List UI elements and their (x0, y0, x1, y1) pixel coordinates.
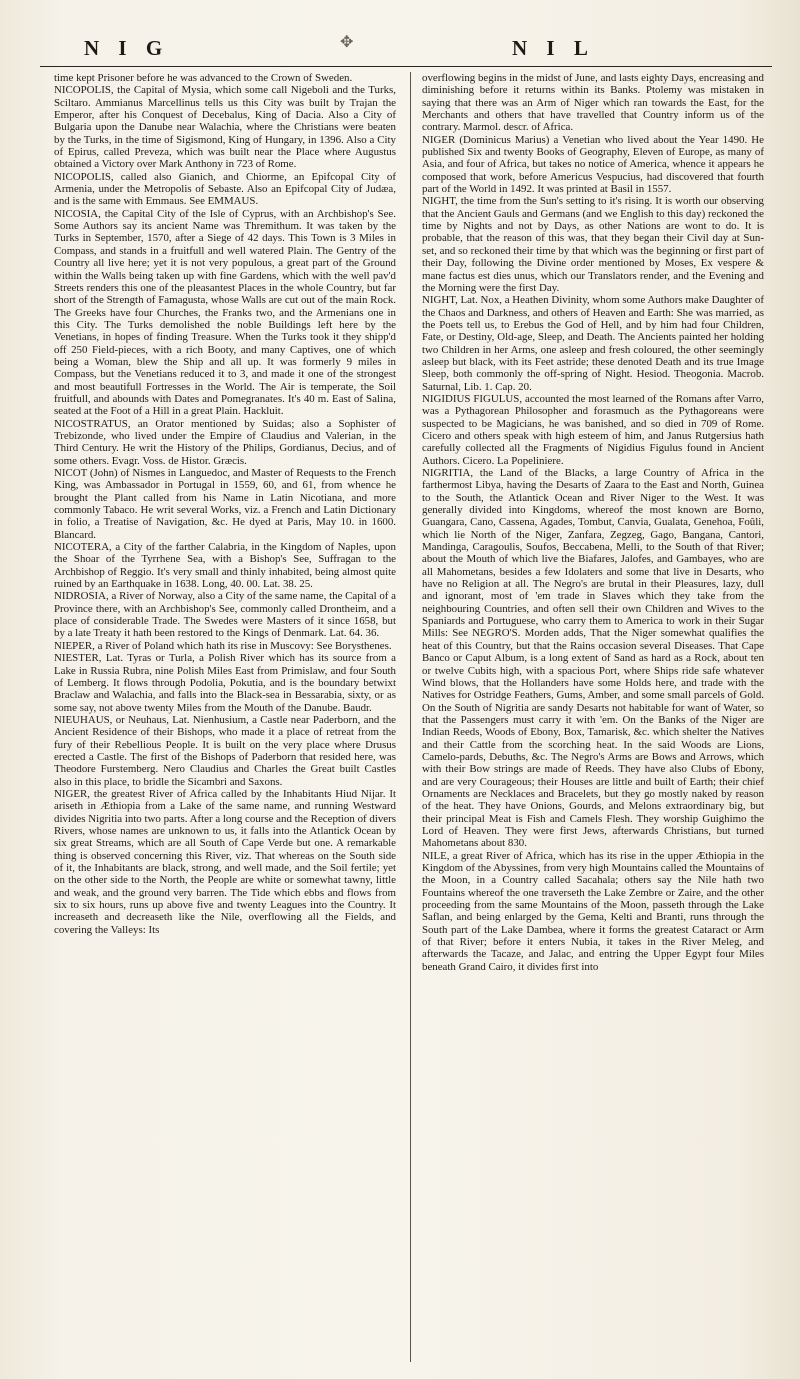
entry-nigidius: NIGIDIUS FIGULUS, accounted the most learned of the Romans after Varro, was a Pythagorean Philosopher and forasmuch as the Pythagoreans were suspected to be Magicians, he was banished, and so died in 709 of Rome. Cicero and others speak with high esteem of him, and Janus Rutgersius hath carefully collected all the Fragments of Nigidius Figulus found in Ancient Authors. Cicero. La Popeliniere. (422, 392, 764, 467)
entry-nicot: NICOT (John) of Nismes in Languedoc, and Master of Requests to the French King, was Ambassador in Portugal in 1559, 60, and 61, from whence he brought the Plant called from his Name in Latin Nicotiana, and more commonly Tabaco. He writ several Works, viz. a French and Latin Dictionary in folio, a Treatise of Navigation, &c. He dyed at Paris, May 10. in 1600. Blancard. (54, 467, 396, 541)
entry-night-divinity: NIGHT, Lat. Nox, a Heathen Divinity, whom some Authors make Daughter of the Chaos and Darkness, and others of Heaven and Earth: She was married, as the Poets tell us, to Erebus the God of Hell, and by him had four Children, Fate, or Destiny, Old-age, Sleep, and Death. The Ancients painted her holding two Children in her Arms, one asleep and fresh coloured, the other seemingly asleep but black, with its Feet astride; these denoted Death and its true Image Sleep, both commonly the off-spring of Night. Hesiod. Theogonia. Macrob. Saturnal, Lib. 1. Cap. 20. (422, 294, 764, 393)
left-column (54, 72, 396, 1372)
entry-nicotera: NICOTERA, a City of the farther Calabria, in the Kingdom of Naples, upon the Shoar of the Tyrrhene Sea, with a Bishop's See, Suffragan to the Archbishop of Reggio. It's very small and thinly inhabited, being almost quite ruined by an Earthquake in 1638. Long, 40. 00. Lat. 38. 25. (54, 541, 396, 591)
page-header (40, 32, 772, 67)
printer-ornament: ✥ (340, 32, 354, 51)
entry-niester: NIESTER, Lat. Tyras or Turla, a Polish River which has its source from a Lake in Russia Rubra, nine Polish Miles East from Primislaw, and four South of Lemberg. It flows through Podolia, Pokutia, and is the boundary betwixt Braclaw and Walachia, and falls into the Black-sea in Bessarabia, sixty, or as some say, not above twenty Miles from the Mouth of the Danube. Baudr. (54, 652, 396, 714)
entry-nieper: NIEPER, a River of Poland which hath its rise in Muscovy: See Borysthenes. (54, 639, 392, 652)
right-column (422, 72, 764, 1372)
entry-nicosia: NICOSIA, the Capital City of the Isle of Cyprus, with an Archbishop's See. Some Authors say its ancient Name was Thremithum. It was taken by the Turks in September, 1570, after a Siege of 42 days. This Town is 3 Miles in Compass, and stands in a fruitfull and well watered Plain. The Gentry of the Country all live here; yet it is not very populous, a great part of the Ground within the Walls being taken up with fine Gardens, which with the well pav'd Streets renders this one of the pleasantest Places in the whole Country, but far short of the Strength of Famagusta, whose Walls are cut out of the main Rock. The Greeks have four Churches, the Franks two, and the Armenians one in this City. The Turks demolished the noble Buildings left here by the Venetians, in hopes of finding Treasure. When the Turks took it they shipp'd off 250 Field-pieces, with a rich Booty, and many Captives, one of which being a Woman, blew the Ship and all up. It was formerly 9 miles in Compass, but the Venetians reduced it to 3, and made it one of the strongest and most beautifull Fortresses in the World. The Air is temperate, the Soil fruitfull, and abounds with Dates and Pomegranates. It's 40 m. East of Salina, seated at the Foot of a Hill in a great Plain. Hackluit. (54, 207, 396, 418)
entry-nile: NILE, a great River of Africa, which has its rise in the upper Æthiopia in the Kingdom of the Abyssines, from very high Mountains called the Mountains of the Moon, in a Country called Sacahala; others say the Nile hath two Fountains whereof the one traverseth the Lake Zembre or Zaire, and the other proceeding from the same Mountains of the Moon, passeth through the Lake Saflan, and being enlarged by the Gema, Kelti and Branti, runs through the South part of the Lake Dambea, where it forms the greatest Cataract or Arm of that River; before it enters Nubia, it takes in the River Meleg, and afterwards the Tacaze, and Jalac, and entring the Upper Egypt four Miles beneath Grand Cairo, it divides first into (422, 849, 764, 973)
entry-nicostratus: NICOSTRATUS, an Orator mentioned by Suidas; also a Sophister of Trebizonde, who lived under the Empire of Claudius and Valerian, in the Third Century. He writ the History of the Philips, Gordianus, Decius, and of some others. Evagr. Voss. de Histor. Græcis. (54, 417, 396, 467)
running-head-left: N I G (84, 36, 170, 60)
entry-niger-cont: overflowing begins in the midst of June, and lasts eighty Days, encreasing and diminishing before it returns within its Banks. Ptolemy was mistaken in saying that there was an Arm of Niger which ran towards the East, for the Merchants and others that have travelled that Country inform us of the contrary. Marmol. descr. of Africa. (422, 72, 764, 134)
entry-nicopolis-1: NICOPOLIS, the Capital of Mysia, which some call Nigeboli and the Turks, Sciltaro. Ammianus Marcellinus tells us this City was built by Trajan the Emperor, after his Conquest of Decebalus, King of Dacia. Also a City of Bulgaria upon the Danube near Walachia, where the Christians were beaten by the Turks, in the time of Sigismond, King of Hungary, in 1396. Also a City of Epirus, called Preveza, which was built near the Place where Augustus obtained a Victory over Mark Anthony in 723 of Rome. (54, 84, 396, 171)
entry-nidrosia: NIDROSIA, a River of Norway, also a City of the same name, the Capital of a Province there, with an Archbishop's See, commonly called Drontheim, and a place of considerable Trade. The Swedes were Masters of it since 1658, but by a late Treaty it hath been restored to the Kings of Denmark. Lat. 64. 36. (54, 590, 396, 640)
entry-niger: NIGER, the greatest River of Africa called by the Inhabitants Hiud Nijar. It ariseth in Æthiopia from a Lake of the same name, and running Westward divides Nigritia into two parts. After a long course and the Reception of divers Rivers, whose names are unknown to us, it falls into the Atlantick Ocean by six great Streams, which are all South of Cape Verde but one. A remarkable thing is observed concerning this River, viz. That whereas on the South side of it, the Inhabitants are black, strong, and well made, and the Soil fertile; yet on the other side to the North, the People are white or somewhat tawny, little and weak, and the ground very barren. The Tide which ebbs and flows from six to six hours, runs up above five and twenty Leagues into the Country. It increaseth and decreaseth like the Nile, overflowing all the Fields, and covering the Valleys: Its (54, 787, 396, 936)
entry-nigritia: NIGRITIA, the Land of the Blacks, a large Country of Africa in the farthermost Libya, having the Desarts of Zaara to the East and North, Guinea to the South, the Atlantick Ocean and River Niger to the West. It was generally divided into Kingdoms, whereof the most known are Borno, Guangara, Cano, Cassena, Agades, Tombut, Canvia, Gualata, Genehoa, Foûli, which lie North of the Niger, Zanfara, Zegzeg, Gago, Bangana, Cantori, Mandinga, Caragoulis, Soufos, Beccabena, Melli, to the South of that River; about the Mouth of which live the Biafares, Jalofes, and Gambayes, who are all Mahometans, besides a few Idolaters and some that live in Desarts, who have no Religion at all. The Negro's are brutal in their Pleasures, lazy, dull and ignorant, most of 'em trade in Slaves which they take from the neighbouring Countries, and often sell their own Children and Wives to the Spaniards and Portuguese, who carry them to America to work in their Sugar Mills: See NEGRO'S. Morden adds, That the Niger somewhat qualifies the heat of this Country, but that the Rains occasion several Diseases. That Cape Banco or Caput Album, is a long extent of Sand as hard as a Rock, about ten or twelve Cubits high, with a spacious Port, where Ships ride safe whatever Wind blows, that the Hollanders have some Holds here, and trade with the Natives for Ostridge Feathers, Gums, Amber, and some small parcels of Gold. On the South of Nigritia are sandy Desarts not habitable for want of Water, so that the Passengers must carry it with 'em. On the Banks of the Niger are Indian Reeds, Woods of Ebony, Box, Tamarisk, &c. which shelter the Natives and their Cattle from the scorching heat. In the said Woods are Lions, Camelo-pards, Debuths, &c. The Negro's Arms are Bows and Arrows, which with their Bow strings are made of Reeds. They have also Clubs of Ebony, and are very Courageous; their Houses are little and built of Earth; their chief Ornaments are Necklaces and Bracelets, but they go mostly naked by reason of the heat. They have Onions, Gourds, and Melons extraordinary big, but their principal Meat is Fish and Camels Flesh. They worship Guighimo the Lord of Heaven. They were first Jews, afterwards Christians, but turned Mahometans about 830. (422, 467, 764, 850)
entry-nicopolis-2: NICOPOLIS, called also Gianich, and Chiorme, an Epifcopal City of Armenia, under the Metropolis of Sebaste. Also an Epifcopal City of Judæa, and is the same with Emmaus. See EMMAUS. (54, 170, 396, 208)
column-divider (410, 72, 411, 1362)
entry: time kept Prisoner before he was advanced to the Crown of Sweden. (54, 72, 353, 84)
running-head-right: N I L (512, 36, 595, 60)
entry-nieuhaus: NIEUHAUS, or Neuhaus, Lat. Nienhusium, a Castle near Paderborn, and the Ancient Residence of their Bishops, who made it a place of retreat from the fury of their Rebellious People. It is built on the very place where Drusus erected a Castle. The first of the Bishops of Paderborn that resided here, was Theodore Furstemberg. Nero Claudius and Charles the Great built Castles also in this place, to bridle the Sicambri and Saxons. (54, 713, 396, 788)
entry-niger-dominicus: NIGER (Dominicus Marius) a Venetian who lived about the Year 1490. He published Six and twenty Books of Geography, Eleven of Europe, as many of Asia, and four of Africa, but takes no notice of America, whence it appears he composed that work, before Americus Vespucius, had discovered that fourth part of the World in 1492. It was printed at Basil in 1557. (422, 133, 764, 196)
entry-night: NIGHT, the time from the Sun's setting to it's rising. It is worth our observing that the Ancient Gauls and Germans (and we English to this day) reckoned the time by Nights and not by Days, as other Nations are wont to do. It is probable, that the reason of this was, that they began their Civil day at Sun-set, and so reckoned their time by that which was the beginning or first part of their Day, following the Divine order mentioned by Moses, Ex vespere & mane factus est dies unus, which our Translators render, and the Evening and the Morning were the first Day. (422, 195, 764, 294)
